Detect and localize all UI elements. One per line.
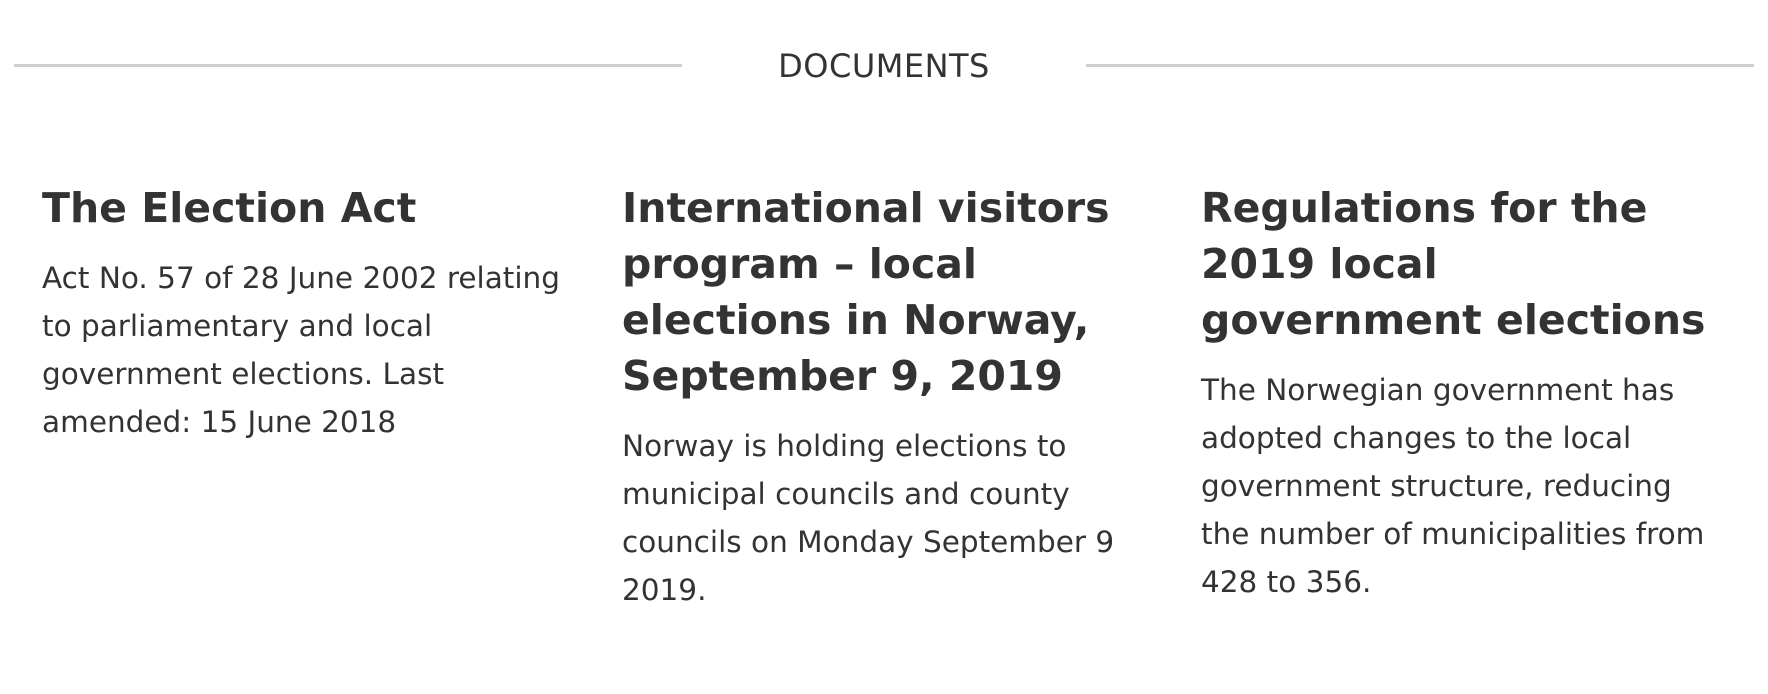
- document-description: Norway is holding elections to municipal councils and county councils on Monday September 9 2019.: [622, 429, 1115, 607]
- section-title: DOCUMENTS: [778, 47, 990, 85]
- documents-section-header: [14, 44, 1754, 88]
- document-card-regulations[interactable]: [1201, 180, 1729, 606]
- document-title[interactable]: Regulations for the 2019 local government elections: [1201, 184, 1706, 344]
- document-card-election-act[interactable]: [42, 180, 582, 446]
- document-card-international-visitors[interactable]: [622, 180, 1132, 614]
- document-title[interactable]: International visitors program – local elections in Norway, September 9, 2019: [622, 184, 1110, 400]
- document-description: The Norwegian government has adopted changes to the local government structure, reducing the number of municipalities from 428 to 356.: [1201, 373, 1705, 599]
- document-description: Act No. 57 of 28 June 2002 relating to parliamentary and local government elections. Last amended: 15 June 2018: [42, 261, 560, 439]
- divider-line-left: [14, 64, 682, 67]
- divider-line-right: [1086, 64, 1754, 67]
- document-title[interactable]: The Election Act: [42, 184, 417, 232]
